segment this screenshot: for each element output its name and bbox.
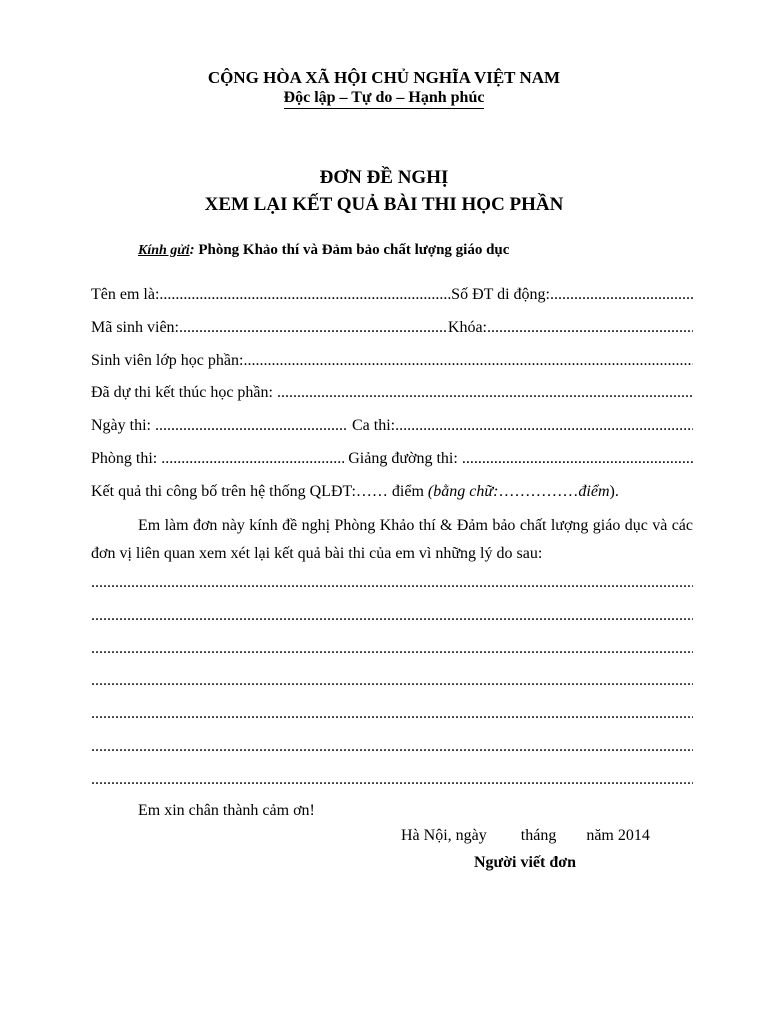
reason-line[interactable] — [91, 738, 693, 756]
signer-label: Người viết đơn — [474, 854, 576, 871]
form-title-line1: ĐƠN ĐỀ NGHỊ — [319, 167, 449, 188]
date-shift-line — [91, 417, 693, 435]
reason-line[interactable] — [91, 672, 693, 690]
course-label: Khóa: — [447, 319, 487, 336]
student-id-course-line — [91, 319, 693, 337]
shift-label: Ca thi: — [348, 417, 396, 434]
month-label: tháng — [520, 827, 557, 844]
phone-label: Số ĐT di động: — [451, 286, 550, 303]
reason-line[interactable] — [91, 640, 693, 658]
shift-blank[interactable] — [395, 417, 693, 435]
result-words-open: (bằng chữ: — [427, 483, 499, 500]
reason-line[interactable] — [91, 771, 693, 789]
class-blank[interactable] — [243, 352, 693, 370]
result-prefix: Kết quả thi công bố trên hệ thống QLĐT:…… điểm — [91, 483, 428, 500]
national-title: CỘNG HÒA XÃ HỘI CHỦ NGHĨA VIỆT NAM — [207, 68, 561, 87]
date-blank[interactable] — [155, 417, 348, 435]
place-date-label: Hà Nội, ngày — [401, 827, 487, 844]
exam-blank[interactable] — [277, 384, 693, 402]
recipient-line — [138, 242, 509, 259]
exam-label: Đã dự thi kết thúc học phần: — [91, 384, 277, 401]
exam-line — [91, 384, 693, 402]
reason-dots — [91, 640, 693, 658]
hall-blank[interactable] — [462, 450, 693, 468]
date-label: Ngày thi: — [91, 417, 155, 434]
class-line — [91, 352, 693, 370]
recipient-colon: : — [189, 242, 195, 258]
thanks-text: Em xin chân thành cảm ơn! — [138, 802, 315, 819]
name-blank[interactable] — [159, 286, 451, 304]
reason-dots — [91, 705, 693, 723]
recipient-name: Phòng Khảo thí và Đảm bảo chất lượng giáo dục — [198, 242, 510, 258]
form-title-line2: XEM LẠI KẾT QUẢ BÀI THI HỌC PHẦN — [204, 194, 564, 215]
reason-line[interactable] — [91, 607, 693, 625]
student-id-label: Mã sinh viên: — [91, 319, 179, 336]
year-label: năm 2014 — [586, 827, 650, 844]
hall-label: Giảng đường thi: — [344, 450, 462, 467]
room-label: Phòng thi: — [91, 450, 162, 467]
course-blank[interactable] — [487, 319, 693, 337]
room-blank[interactable] — [161, 450, 344, 468]
place-date-line — [401, 827, 650, 845]
reason-dots — [91, 672, 693, 690]
name-phone-line — [91, 286, 693, 304]
reason-dots — [91, 738, 693, 756]
room-hall-line — [91, 450, 693, 468]
reason-dots — [91, 574, 693, 592]
reason-line[interactable] — [91, 705, 693, 723]
student-id-blank[interactable] — [179, 319, 448, 337]
national-motto: Độc lập – Tự do – Hạnh phúc — [284, 89, 485, 109]
phone-blank[interactable] — [550, 286, 693, 304]
reason-dots — [91, 771, 693, 789]
result-close: ). — [609, 483, 619, 500]
recipient-label: Kính gửi — [138, 243, 190, 258]
name-label: Tên em là: — [91, 286, 160, 303]
request-paragraph: Em làm đơn này kính đề nghị Phòng Khảo thí & Đảm bảo chất lượng giáo dục và các đơn vị liên quan xem xét lại kết quả bài thi của em vì những lý do sau: — [91, 517, 693, 562]
result-line — [91, 483, 693, 501]
reason-line[interactable] — [91, 574, 693, 592]
reason-dots — [91, 607, 693, 625]
result-words-unit: điểm — [578, 483, 610, 500]
class-label: Sinh viên lớp học phần: — [91, 352, 244, 369]
result-words-blank[interactable]: …………… — [498, 483, 579, 500]
national-motto-wrap — [0, 89, 768, 109]
